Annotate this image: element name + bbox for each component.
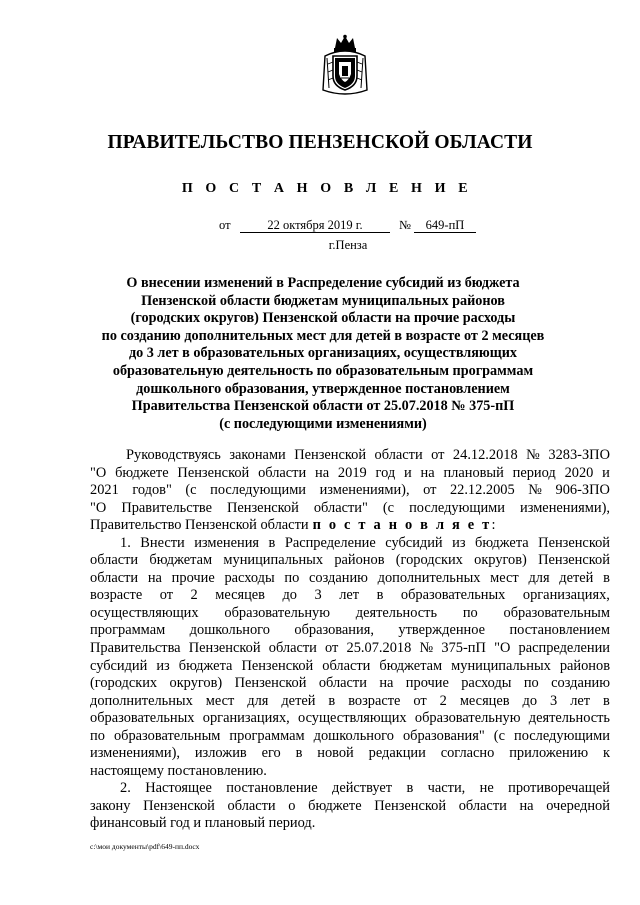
body-word: образовательную <box>414 710 521 727</box>
body-word: бюджета <box>178 657 233 674</box>
body-word: № <box>419 640 434 657</box>
body-word: № <box>526 447 540 463</box>
body-text: настоящему постановлению. <box>90 762 267 779</box>
body-word: области <box>258 464 307 481</box>
body-word: районов <box>559 657 610 674</box>
body-word: программам <box>90 622 166 639</box>
coat-of-arms-icon <box>319 34 371 100</box>
body-word: бюджетам <box>379 657 443 674</box>
decree-number: 649-пП <box>414 218 476 233</box>
decree-title <box>90 275 556 433</box>
body-word: Пензенской <box>188 640 261 657</box>
body-word: детей <box>559 569 594 586</box>
body-word: 2 <box>439 692 447 709</box>
body-word: утвержденное <box>398 622 485 639</box>
body-word: 906-ЗПО <box>555 482 610 499</box>
body-word: области <box>90 552 139 569</box>
body-word: для <box>528 569 550 586</box>
body-line <box>90 745 610 763</box>
decree-body <box>90 447 610 833</box>
document-type: П О С Т А Н О В Л Е Н И Е <box>181 181 473 196</box>
body-line <box>90 447 610 465</box>
body-word: редакции <box>368 745 426 762</box>
body-word: осуществляющих <box>90 604 199 621</box>
body-word: на <box>315 464 330 481</box>
body-word: постановление <box>226 780 318 797</box>
body-word: Правительства <box>90 640 181 657</box>
body-word: области <box>90 569 139 586</box>
body-line <box>90 622 610 640</box>
body-word: области <box>322 657 371 674</box>
body-word: 3 <box>550 692 558 709</box>
body-word: бюджетам <box>149 552 213 569</box>
body-word: от <box>423 482 437 499</box>
body-word: возрасте <box>348 692 401 709</box>
body-word: мест <box>205 692 235 709</box>
body-word: детей <box>281 692 316 709</box>
body-word: по <box>523 675 539 692</box>
body-word: действует <box>332 780 393 797</box>
body-word: от <box>159 587 174 604</box>
body-word: мест <box>490 569 519 586</box>
file-path-footer: c:\мои документы\pdf\649-пп.docx <box>90 842 200 851</box>
title-line: дошкольного образования, утвержденное постановлением <box>136 380 510 397</box>
title-line: (городских округов) Пензенской области на прочие расходы <box>130 310 516 327</box>
body-word: для <box>247 692 269 709</box>
body-word: Пензенской <box>538 552 610 569</box>
government-name: ПРАВИТЕЛЬСТВО ПЕНЗЕНСКОЙ ОБЛАСТИ <box>107 132 533 153</box>
body-word: из <box>156 657 170 674</box>
body-word: изменения <box>194 534 260 551</box>
body-word: Руководствуясь <box>126 447 221 463</box>
body-word: 2 <box>190 587 198 604</box>
body-word: на <box>147 569 162 586</box>
body-word: (городских <box>395 552 463 569</box>
body-word: образовательных <box>90 710 195 727</box>
body-word: 1. <box>120 534 131 551</box>
body-line <box>90 640 610 658</box>
body-word: от <box>431 447 445 463</box>
body-word: 22.12.2005 <box>449 482 515 499</box>
body-word: деятельность <box>528 710 610 727</box>
body-word: 2021 <box>90 482 119 499</box>
body-word: созданию <box>551 675 610 692</box>
title-line: Пензенской области бюджетам муниципальных районов <box>141 292 505 309</box>
body-word: месяцев <box>215 587 265 604</box>
body-word: бюджете <box>308 797 362 814</box>
body-line <box>90 815 610 833</box>
body-word: деятельность <box>355 604 438 621</box>
city: г.Пенза <box>328 238 368 252</box>
body-word: прочие <box>171 569 215 586</box>
body-word: очередной <box>546 797 610 814</box>
body-word: Пензенской <box>234 675 307 692</box>
body-word: (с <box>382 499 395 516</box>
body-word: годов" <box>132 482 172 499</box>
body-word: расходы <box>461 675 512 692</box>
body-word: 3283-ЗПО <box>548 447 610 463</box>
body-word: по <box>462 604 478 621</box>
title-line: по созданию дополнительных мест для детей в возрасте от 2 месяцев <box>101 327 545 344</box>
body-word: новой <box>317 745 354 762</box>
body-word: в <box>406 780 414 797</box>
body-word: бюджета <box>475 534 529 551</box>
body-text: Правительство Пензенской области <box>90 517 309 534</box>
resolves-emphasis: п о с т а н о в л я е т <box>312 517 492 534</box>
body-word: № <box>528 482 542 499</box>
body-word: (городских <box>90 675 158 692</box>
body-word: 25.07.2018 <box>346 640 412 657</box>
body-word: области" <box>313 499 368 516</box>
body-word: в <box>295 745 303 762</box>
body-word: (с <box>493 727 505 744</box>
body-line <box>90 587 610 605</box>
body-word: в <box>268 534 276 551</box>
body-word: муниципальных <box>451 657 551 674</box>
body-word: изменениями), <box>319 482 410 499</box>
body-word: на <box>420 464 435 481</box>
body-word: изложив <box>194 745 247 762</box>
body-line <box>90 710 610 728</box>
body-word: Пензенской <box>538 534 610 551</box>
body-word: в <box>328 692 336 709</box>
body-text: финансовый год и плановый период. <box>90 815 316 832</box>
body-line <box>90 465 610 483</box>
body-word: программам <box>229 727 305 744</box>
body-line <box>90 798 610 816</box>
body-word: образования" <box>402 727 485 744</box>
body-word: дополнительных <box>90 692 193 709</box>
body-word: 2. <box>120 780 131 797</box>
body-word: прочие <box>405 675 449 692</box>
body-word: по <box>284 569 300 586</box>
body-line <box>90 482 610 500</box>
body-word: дошкольного <box>189 622 270 639</box>
body-word: муниципальных <box>223 552 324 569</box>
body-word: постановлением <box>509 622 610 639</box>
title-line: Правительства Пензенской области от 25.07.2018 № 375-пП <box>131 398 515 415</box>
body-text: : <box>491 517 496 534</box>
body-word: и <box>602 464 610 481</box>
body-word: лет <box>570 692 591 709</box>
body-word: Пензенской <box>294 447 367 463</box>
body-line <box>90 570 610 588</box>
body-line <box>90 517 610 535</box>
body-word: до <box>282 587 298 604</box>
body-word: в <box>603 692 610 709</box>
body-word: Пензенской <box>241 657 314 674</box>
body-word: и <box>404 464 412 481</box>
body-word: из <box>452 534 466 551</box>
body-word: распределении <box>518 640 610 657</box>
body-word: последующими <box>514 727 610 744</box>
body-word: изменениями), <box>520 499 610 516</box>
body-word: районов <box>334 552 385 569</box>
body-line <box>90 552 610 570</box>
title-line: до 3 лет в образовательных организациях, осуществляющих <box>128 345 518 362</box>
body-word: области <box>268 640 317 657</box>
body-word: Пензенской <box>374 797 447 814</box>
body-word: бюджете <box>115 464 169 481</box>
body-word: области <box>227 797 276 814</box>
body-word: 24.12.2018 <box>452 447 518 463</box>
body-word: в <box>603 569 610 586</box>
body-word: образовательных <box>400 587 506 604</box>
body-word: расходы <box>224 569 275 586</box>
body-word: 3 <box>314 587 322 604</box>
body-word: год <box>375 464 396 481</box>
body-word: "О <box>90 464 107 481</box>
body-word: "О <box>494 640 511 657</box>
body-word: области <box>458 797 507 814</box>
body-word: Правительстве <box>121 499 212 516</box>
body-word: Внести <box>140 534 185 551</box>
body-word: на <box>379 675 394 692</box>
body-word: области <box>374 447 423 463</box>
title-line: (с последующими изменениями) <box>219 415 427 432</box>
title-line: образовательную деятельность по образовательным программам <box>112 362 534 379</box>
body-word: дошкольного <box>313 727 394 744</box>
body-word: части, <box>427 780 466 797</box>
decree-date: 22 октября 2019 г. <box>240 218 390 233</box>
body-line <box>90 500 610 518</box>
body-word: законами <box>229 447 286 463</box>
body-word: дополнительных <box>377 569 481 586</box>
body-word: от <box>325 640 339 657</box>
body-word: к <box>603 745 610 762</box>
body-word: последующими <box>210 482 307 499</box>
body-line <box>90 693 610 711</box>
body-word: на <box>519 797 534 814</box>
body-word: согласно <box>440 745 495 762</box>
body-word: организациях, <box>202 710 290 727</box>
body-line <box>90 780 610 798</box>
body-word: закону <box>90 797 131 814</box>
body-line <box>90 728 610 746</box>
body-word: Распределение <box>284 534 376 551</box>
body-word: Настоящее <box>145 780 212 797</box>
number-prefix: № <box>399 218 411 232</box>
body-word: субсидий <box>90 657 148 674</box>
body-line <box>90 763 610 781</box>
body-word: области <box>318 675 367 692</box>
body-word: 2020 <box>564 464 594 481</box>
body-word: период <box>512 464 556 481</box>
body-word: Пензенской <box>143 797 215 814</box>
body-word: созданию <box>309 569 368 586</box>
body-line <box>90 675 610 693</box>
body-word: образовательную <box>224 604 330 621</box>
body-word: изменениями), <box>90 745 180 762</box>
body-word: его <box>261 745 281 762</box>
body-word: от <box>413 692 427 709</box>
body-word: приложению <box>509 745 589 762</box>
body-line <box>90 658 610 676</box>
body-word: плановый <box>443 464 504 481</box>
body-word: месяцев <box>459 692 510 709</box>
body-word: организациях, <box>522 587 610 604</box>
body-word: образования, <box>294 622 374 639</box>
body-word: лет <box>339 587 360 604</box>
body-word: Пензенской <box>227 499 299 516</box>
body-word: образовательным <box>113 727 221 744</box>
body-line <box>90 605 610 623</box>
body-word: субсидий <box>385 534 443 551</box>
body-line <box>90 535 610 553</box>
title-line: О внесении изменений в Распределение субсидий из бюджета <box>126 275 520 291</box>
body-word: последующими <box>409 499 505 516</box>
body-word: округов) <box>474 552 527 569</box>
body-word: Пензенской <box>177 464 250 481</box>
body-word: по <box>90 727 105 744</box>
body-word: о <box>288 797 296 814</box>
body-word: "О <box>90 499 107 516</box>
body-word: до <box>522 692 538 709</box>
body-word: не <box>479 780 494 797</box>
date-prefix: от <box>219 218 231 232</box>
body-word: в <box>376 587 384 604</box>
body-word: осуществляющих <box>298 710 407 727</box>
body-word: 375-пП <box>441 640 486 657</box>
body-word: образовательным <box>503 604 610 621</box>
body-word: 2019 <box>337 464 367 481</box>
body-word: противоречащей <box>508 780 610 797</box>
body-word: округов) <box>169 675 223 692</box>
body-word: (с <box>185 482 197 499</box>
body-word: возрасте <box>90 587 143 604</box>
